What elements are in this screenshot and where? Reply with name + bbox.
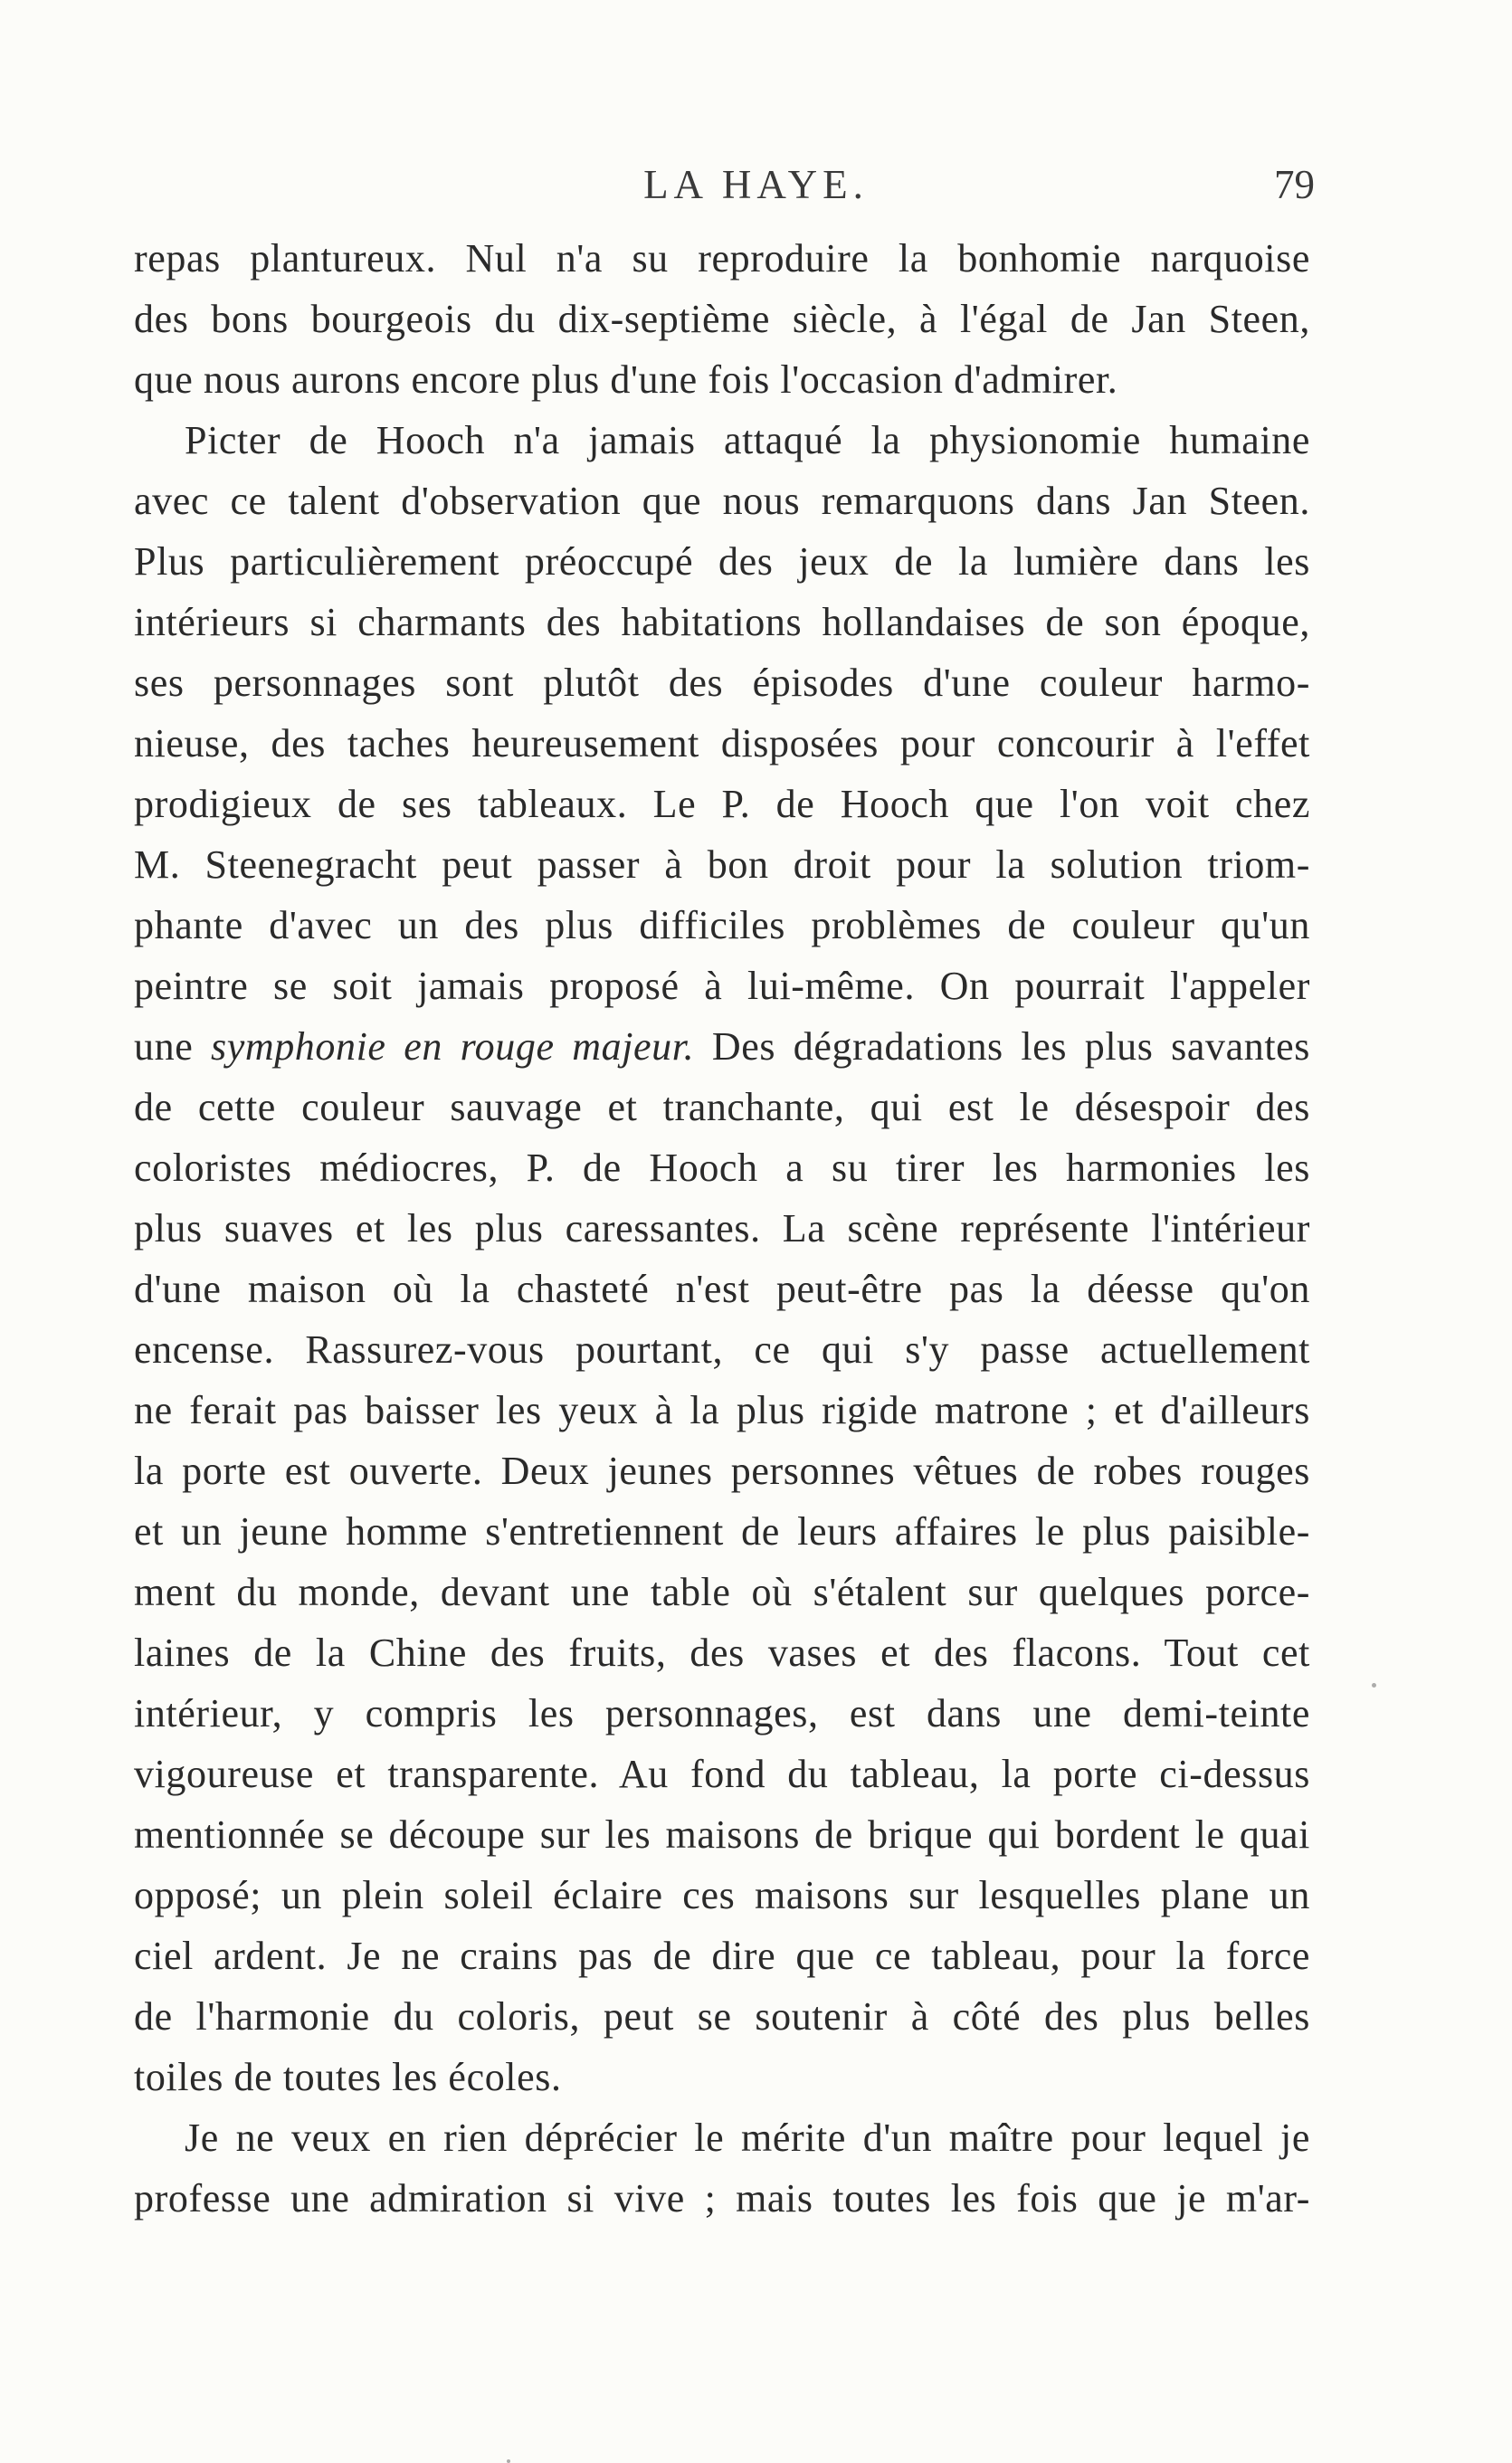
text-line: laines de la Chine des fruits, des vases et des flacons. Tout cet: [134, 1631, 1310, 1675]
text-line: de cette couleur sauvage et tranchante, qui est le désespoir des: [134, 1085, 1310, 1129]
text-line: ses personnages sont plutôt des épisodes d'une couleur harmo-: [134, 661, 1310, 705]
text-line: des bons bourgeois du dix-septième siècle, à l'égal de Jan Steen,: [134, 297, 1310, 341]
text-line: ciel ardent. Je ne crains pas de dire que ce tableau, pour la force: [134, 1934, 1310, 1978]
running-title: LA HAYE.: [643, 162, 869, 207]
paper-speck: [1372, 1683, 1376, 1688]
text-line: ment du monde, devant une table où s'étalent sur quelques porce-: [134, 1570, 1310, 1614]
text-line: Picter de Hooch n'a jamais attaqué la physionomie humaine: [185, 418, 1310, 462]
text-line-italic: [134, 1016, 1310, 1077]
text-line: nieuse, des taches heureusement disposées pour concourir à l'effet: [134, 721, 1310, 766]
text-line: mentionnée se découpe sur les maisons de brique qui bordent le quai: [134, 1812, 1310, 1857]
text-line: coloristes médiocres, P. de Hooch a su tirer les harmonies les: [134, 1146, 1310, 1190]
text-line: phante d'avec un des plus difficiles problèmes de couleur qu'un: [134, 903, 1310, 947]
text-line: professe une admiration si vive ; mais toutes les fois que je m'ar-: [134, 2176, 1310, 2221]
text-line: la porte est ouverte. Deux jeunes personnes vêtues de robes rouges: [134, 1449, 1310, 1493]
text-line: Je ne veux en rien déprécier le mérite d'un maître pour lequel je: [185, 2116, 1310, 2160]
text-line: opposé; un plein soleil éclaire ces maisons sur lesquelles plane un: [134, 1873, 1310, 1917]
text-line: vigoureuse et transparente. Au fond du tableau, la porte ci-dessus: [134, 1752, 1310, 1796]
page-number: 79: [1274, 162, 1315, 207]
text-line: plus suaves et les plus caressantes. La scène représente l'intérieur: [134, 1206, 1310, 1251]
text-line: Plus particulièrement préoccupé des jeux de la lumière dans les: [134, 539, 1310, 584]
text-line: M. Steenegracht peut passer à bon droit pour la solution triom-: [134, 842, 1310, 887]
text-line: intérieur, y compris les personnages, est dans une demi-teinte: [134, 1691, 1310, 1736]
text-line: toiles de toutes les écoles.: [134, 2055, 562, 2099]
text-line: et un jeune homme s'entretiennent de leurs affaires le plus paisible-: [134, 1509, 1310, 1554]
text-segment: Des dégradations les plus savantes: [694, 1024, 1310, 1069]
text-line: encense. Rassurez-vous pourtant, ce qui s'y passe actuellement: [134, 1327, 1310, 1372]
text-line: de l'harmonie du coloris, peut se soutenir à côté des plus belles: [134, 1994, 1310, 2039]
text-line: d'une maison où la chasteté n'est peut-être pas la déesse qu'on: [134, 1267, 1310, 1311]
text-line: que nous aurons encore plus d'une fois l'occasion d'admirer.: [134, 357, 1118, 402]
text-line: intérieurs si charmants des habitations hollandaises de son époque,: [134, 600, 1310, 644]
body-text: [134, 228, 1310, 2229]
text-line: peintre se soit jamais proposé à lui-même. On pourrait l'appeler: [134, 964, 1310, 1008]
text-line: avec ce talent d'observation que nous remarquons dans Jan Steen.: [134, 479, 1310, 523]
italic-phrase: symphonie en rouge majeur.: [210, 1024, 695, 1069]
text-segment: une: [134, 1024, 211, 1069]
text-line: repas plantureux. Nul n'a su reproduire la bonhomie narquoise: [134, 236, 1310, 281]
running-head: [0, 161, 1512, 215]
text-line: ne ferait pas baisser les yeux à la plus rigide matrone ; et d'ailleurs: [134, 1388, 1310, 1432]
text-line: prodigieux de ses tableaux. Le P. de Hooch que l'on voit chez: [134, 782, 1310, 826]
